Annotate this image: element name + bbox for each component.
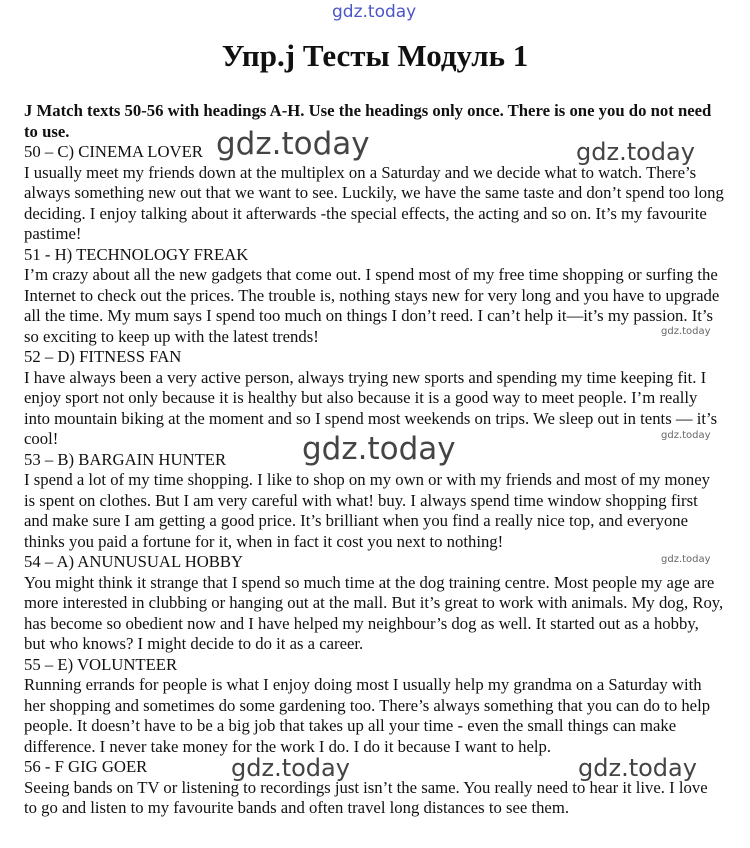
watermark-top: gdz.today xyxy=(332,2,417,22)
item-text: I’m crazy about all the new gadgets that come out. I spend most of my free time shopping or surfing the Internet to check out the prices. The trouble is, nothing stays new for very long and you have to upgrade all the time. My mum says I spend too much on things I don’t reed. I can’t help it—it’s my passion. It’s so exciting to keep up with the latest trends! xyxy=(24,265,720,346)
text-item-51 xyxy=(24,245,724,348)
item-heading: 53 – B) BARGAIN HUNTER xyxy=(24,449,227,469)
item-heading: 50 – C) CINEMA LOVER xyxy=(24,142,203,161)
watermark: gdz.today xyxy=(661,554,711,565)
watermark: gdz.today xyxy=(216,126,370,162)
item-text: I usually meet my friends down at the multiplex on a Saturday and we decide what to watch. There’s always something new out that we want to see. Luckily, we have the same taste and don’t spend too long deciding. I enjoy talking about it afterwards -the special effects, the acting and so on. It’s my favourite pastime! xyxy=(24,162,724,243)
item-heading: 52 – D) FITNESS FAN xyxy=(24,347,182,366)
item-text: I spend a lot of my time shopping. I like to shop on my own or with my friends and most of my money is spent on clothes. But I am very careful with what! buy. I always spend time window shopping first and make sure I am getting a good price. It’s brilliant when you find a really nice top, and everyone thinks you paid a fortune for it, when in fact it cost you next to nothing! xyxy=(24,470,710,551)
item-text: Seeing bands on TV or listening to recordings just isn’t the same. You really need to hear it live. I love to go and listen to my favourite bands and often travel long distances to see them. xyxy=(24,777,708,817)
watermark: gdz.today xyxy=(578,754,697,782)
text-item-56 xyxy=(24,757,724,819)
watermark: gdz.today xyxy=(661,326,711,337)
text-item-54 xyxy=(24,552,724,655)
watermark: gdz.today xyxy=(231,754,350,782)
watermark: gdz.today xyxy=(661,430,711,441)
item-heading: 55 – E) VOLUNTEER xyxy=(24,654,178,674)
text-item-52 xyxy=(24,347,724,450)
text-item-50 xyxy=(24,142,724,245)
item-heading: 56 - F GIG GOER xyxy=(24,757,148,776)
watermark: gdz.today xyxy=(302,431,456,467)
item-heading: 54 – A) ANUNUSUAL HOBBY xyxy=(24,552,244,571)
page-title: Упр.j Тесты Модуль 1 xyxy=(221,38,529,73)
item-text: Running errands for people is what I enjoy doing most I usually help my grandma on a Saturday with her shopping and sometimes do some gardening too. There’s always something that you can do to help people. It doesn’t have to be a big job that takes up all your time - even the small things can make difference. I never take money for the work I do. I do it because I want to help. xyxy=(24,675,711,756)
item-heading: 51 - H) TECHNOLOGY FREAK xyxy=(24,244,249,264)
text-item-55 xyxy=(24,655,724,758)
text-item-53 xyxy=(24,450,724,553)
item-text: You might think it strange that I spend so much time at the dog training centre. Most people my age are more interested in clubbing or hanging out at the mall. But it’s great to work with animals. My dog, Roy, has become so obedient now and I have helped my neighbour’s dog as well. It started out as a hobby, but who knows? I might decide to do it as a career. xyxy=(24,572,724,653)
watermark: gdz.today xyxy=(576,138,695,166)
exercise-content xyxy=(24,101,724,819)
item-text: I have always been a very active person, always trying new sports and spending my time keeping fit. I enjoy sport not only because it is healthy but also because it is a good way to meet people. I’m really into mountain biking at the moment and so I spend most weekends on trips. We sleep out in tents — it’s cool! xyxy=(24,367,718,448)
instructions: J Match texts 50-56 with headings A-H. Use the headings only once. There is one you do not need to use. xyxy=(24,101,712,141)
